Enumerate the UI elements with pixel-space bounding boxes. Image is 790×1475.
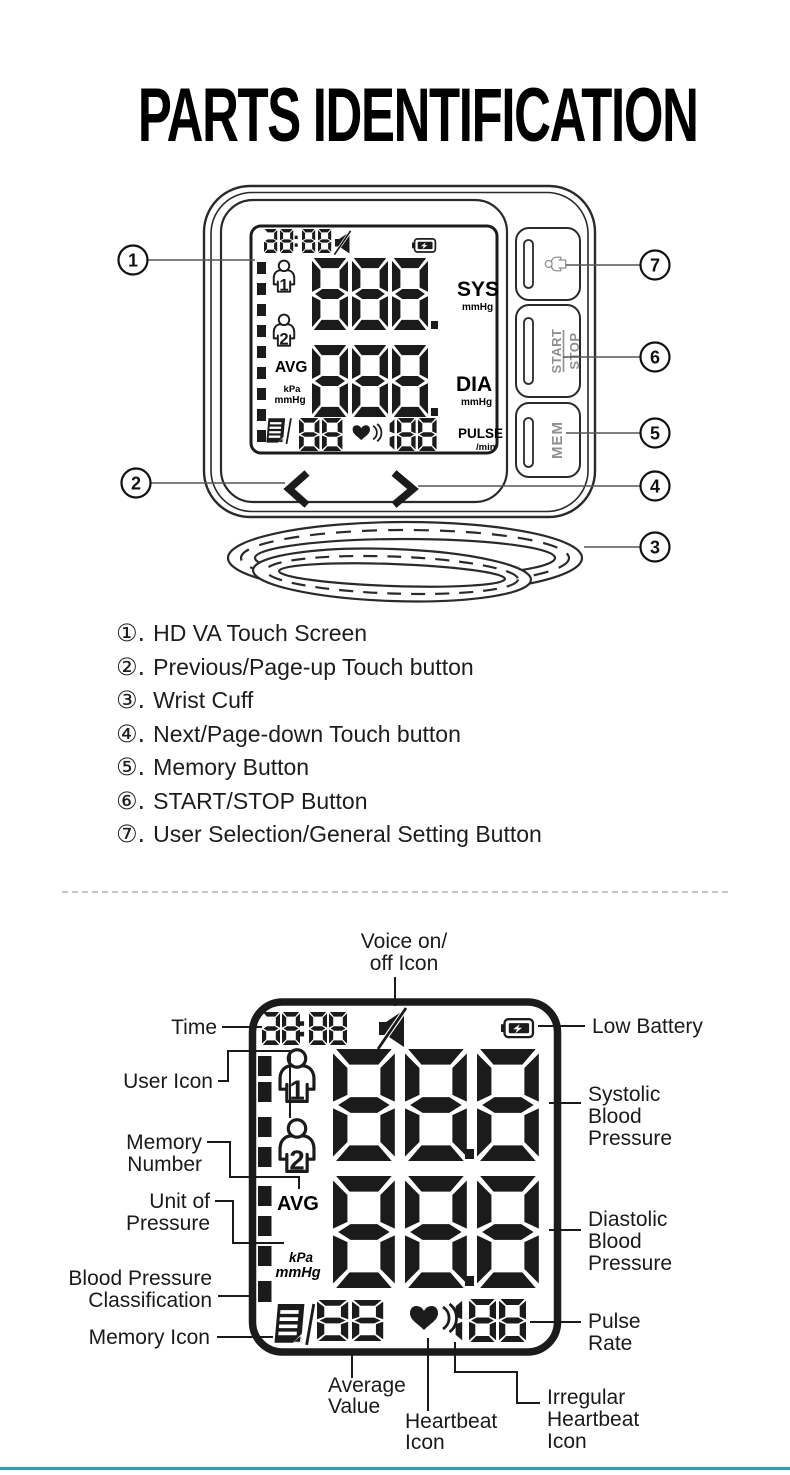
avg-label: AVG: [277, 1193, 319, 1215]
item-label: Previous/Page-up Touch button: [153, 653, 474, 680]
list-item: [116, 686, 676, 720]
callout-2: [122, 469, 151, 498]
item-number: ⑦.: [116, 820, 146, 848]
user-setting-button: [516, 228, 580, 300]
svg-text:1: 1: [279, 275, 289, 295]
low-battery-icon: [501, 1019, 533, 1037]
page-bottom-accent: [0, 1467, 790, 1470]
item-label: Wrist Cuff: [153, 687, 254, 713]
pulse-rate-label: Pulse Rate: [588, 1310, 641, 1355]
start-stop-button: [516, 305, 582, 397]
item-label: Memory Button: [153, 754, 310, 780]
page-title: PARTS IDENTIFICATION: [137, 73, 698, 158]
svg-text:3: 3: [649, 537, 661, 558]
heartbeat-icon-label: Heartbeat Icon: [405, 1410, 498, 1454]
unit-of-pressure-label: Unit of Pressure: [125, 1190, 210, 1235]
bp-classification-label: Blood Pressure Classification: [68, 1267, 212, 1312]
svg-text:1: 1: [289, 1074, 305, 1106]
list-item: [116, 820, 676, 854]
mmhg-label: mmHg: [274, 395, 306, 406]
dia-label: DIA: [456, 373, 493, 396]
list-item: [116, 619, 676, 653]
svg-text:START: START: [549, 328, 564, 374]
svg-text:2: 2: [279, 329, 289, 349]
pulse-unit: /min: [476, 442, 496, 453]
item-number: ①.: [116, 619, 146, 647]
voice-on-off-label: Voice on/ off Icon: [360, 930, 448, 975]
callout-5: [641, 419, 670, 448]
section-divider: [62, 891, 728, 893]
diastolic-label: Diastolic Blood Pressure: [588, 1208, 673, 1275]
time-label: Time: [171, 1016, 217, 1039]
callout-3: [641, 533, 670, 562]
item-label: START/STOP Button: [153, 787, 368, 814]
svg-text:6: 6: [649, 347, 661, 368]
dia-unit: mmHg: [461, 397, 493, 408]
kpa-label: kPa: [283, 384, 301, 395]
list-item: [116, 653, 676, 687]
svg-text:MEM: MEM: [549, 421, 566, 459]
low-battery-label: Low Battery: [592, 1015, 703, 1038]
user-icon-label: User Icon: [123, 1070, 213, 1093]
list-item: [116, 787, 676, 821]
bp-classification-bars: [257, 262, 266, 442]
item-label: Next/Page-down Touch button: [153, 720, 461, 747]
memory-button: [516, 403, 580, 477]
device-lcd: [251, 226, 503, 453]
svg-text:1: 1: [127, 250, 139, 271]
sys-label: SYS: [457, 278, 500, 301]
item-number: ④.: [116, 719, 146, 748]
pulse-label: PULSE: [458, 426, 504, 441]
sys-unit: mmHg: [462, 302, 494, 313]
svg-text:STOP: STOP: [567, 332, 582, 370]
item-number: ⑤.: [116, 753, 146, 781]
svg-text:5: 5: [649, 423, 661, 444]
svg-text:2: 2: [289, 1144, 305, 1176]
item-number: ③.: [116, 686, 146, 714]
item-label: HD VA Touch Screen: [153, 620, 368, 646]
mmhg-label: mmHg: [275, 1265, 321, 1281]
device-diagram: [0, 160, 790, 620]
memory-icon-label: Memory Icon: [88, 1326, 210, 1349]
systolic-label: Systolic Blood Pressure: [588, 1083, 673, 1150]
list-item: [116, 720, 676, 754]
parts-list: [116, 619, 676, 854]
list-item: [116, 753, 676, 787]
item-label: User Selection/General Setting Button: [153, 821, 542, 847]
svg-text:2: 2: [130, 473, 142, 494]
item-number: ②.: [116, 652, 146, 681]
wrist-cuff: [228, 522, 582, 606]
irregular-heartbeat-label: Irregular Heartbeat Icon: [547, 1386, 640, 1453]
callout-7: [641, 251, 670, 280]
svg-text:7: 7: [649, 255, 661, 276]
avg-label: AVG: [275, 359, 308, 376]
memory-number-label: Memory Number: [126, 1131, 202, 1176]
average-value-label: Average Value: [328, 1374, 406, 1418]
kpa-label: kPa: [288, 1250, 314, 1265]
svg-text:4: 4: [649, 476, 661, 497]
display-diagram: [0, 915, 790, 1460]
callout-4: [641, 472, 670, 501]
callout-1: [119, 246, 148, 275]
item-number: ⑥.: [116, 786, 146, 815]
callout-6: [641, 343, 670, 372]
low-battery-icon: [412, 239, 435, 252]
